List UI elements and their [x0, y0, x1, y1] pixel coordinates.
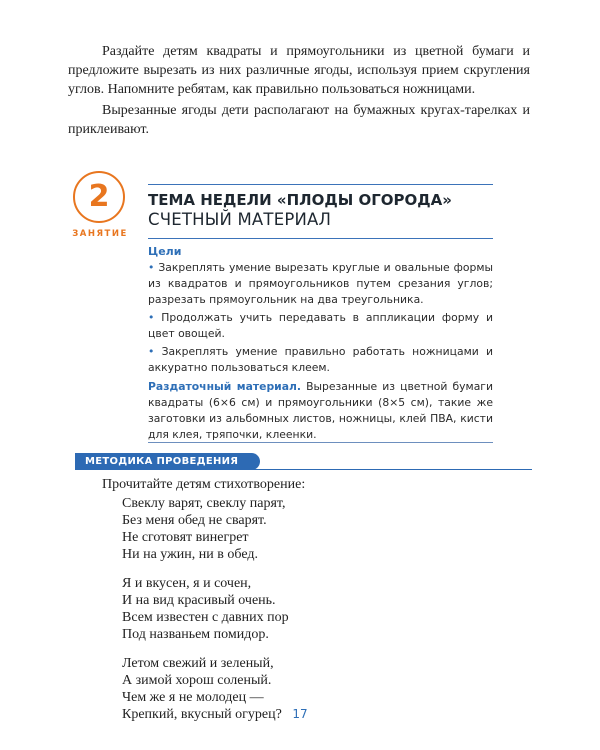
- reading-instruction: Прочитайте детям стихотворение:: [102, 477, 306, 492]
- bullet-icon: •: [148, 345, 155, 358]
- poem-line: Летом свежий и зеленый,: [122, 656, 274, 671]
- bullet-icon: •: [148, 311, 155, 324]
- goals-heading: Цели: [148, 245, 182, 258]
- goal-text: Закреплять умение правильно работать ножницами и аккуратно пользоваться клеем.: [148, 345, 493, 374]
- poem-line: Без меня обед не сварят.: [122, 513, 267, 528]
- poem-line: Не сготовят винегрет: [122, 530, 249, 545]
- goals-divider: [148, 442, 493, 443]
- lesson-number-badge: [73, 171, 125, 223]
- poem-stanza: [122, 495, 289, 563]
- poem-line: Всем известен с давних пор: [122, 610, 289, 625]
- poem-line: Крепкий, вкусный огурец?: [122, 707, 282, 722]
- method-section-tab: [75, 453, 260, 470]
- poem-line: Свеклу варят, свеклу парят,: [122, 496, 286, 511]
- page-number: 17: [292, 707, 308, 721]
- lesson-label: ЗАНЯТИЕ: [72, 229, 128, 239]
- poem-line: Чем же я не молодец —: [122, 690, 264, 705]
- header-divider-top: [148, 184, 493, 185]
- poem-line: Ни на ужин, ни в обед.: [122, 547, 258, 562]
- intro-paragraph: Вырезанные ягоды дети располагают на бумажных кругах-тарелках и приклеивают.: [68, 103, 530, 137]
- goal-item: [148, 310, 493, 342]
- method-section-line: [75, 469, 532, 470]
- method-heading: МЕТОДИКА ПРОВЕДЕНИЯ: [85, 456, 239, 467]
- materials-paragraph: [148, 379, 493, 443]
- poem-line: И на вид красивый очень.: [122, 593, 276, 608]
- poem-line: Под названьем помидор.: [122, 627, 269, 642]
- goals-block: [148, 244, 493, 443]
- goal-text: Продолжать учить передавать в аппликации форму и цвет овощей.: [148, 311, 494, 340]
- intro-text: [68, 42, 530, 139]
- poem: [122, 495, 289, 723]
- theme-subtitle: СЧЕТНЫЙ МАТЕРИАЛ: [148, 210, 332, 229]
- bullet-icon: •: [148, 261, 155, 274]
- header-divider-bottom: [148, 238, 493, 239]
- goal-text: Закреплять умение вырезать круглые и овальные формы из квадратов и прямоугольников путем срезания углов; разрезать прямоугольник на два треугольника.: [148, 261, 493, 306]
- goal-item: [148, 344, 493, 376]
- theme-title: ТЕМА НЕДЕЛИ «ПЛОДЫ ОГОРОДА»: [148, 191, 452, 209]
- materials-text: Вырезанные из цветной бумаги квадраты (6×6 см) и прямоугольники (8×5 см), такие же заготовки из альбомных листов, ножницы, клей ПВА, кисти для клея, тряпочки, клеенки.: [148, 380, 493, 441]
- poem-stanza: [122, 575, 289, 643]
- poem-line: А зимой хорош соленый.: [122, 673, 272, 688]
- lesson-number: 2: [88, 179, 110, 214]
- intro-paragraph: Раздайте детям квадраты и прямоугольники из цветной бумаги и предложите вырезать из них различные ягоды, используя прием скругления углов. Напомните ребятам, как правильно пользоваться ножницами.: [68, 44, 530, 97]
- poem-line: Я и вкусен, я и сочен,: [122, 576, 252, 591]
- materials-label: Раздаточный материал.: [148, 380, 302, 393]
- goal-item: [148, 260, 493, 308]
